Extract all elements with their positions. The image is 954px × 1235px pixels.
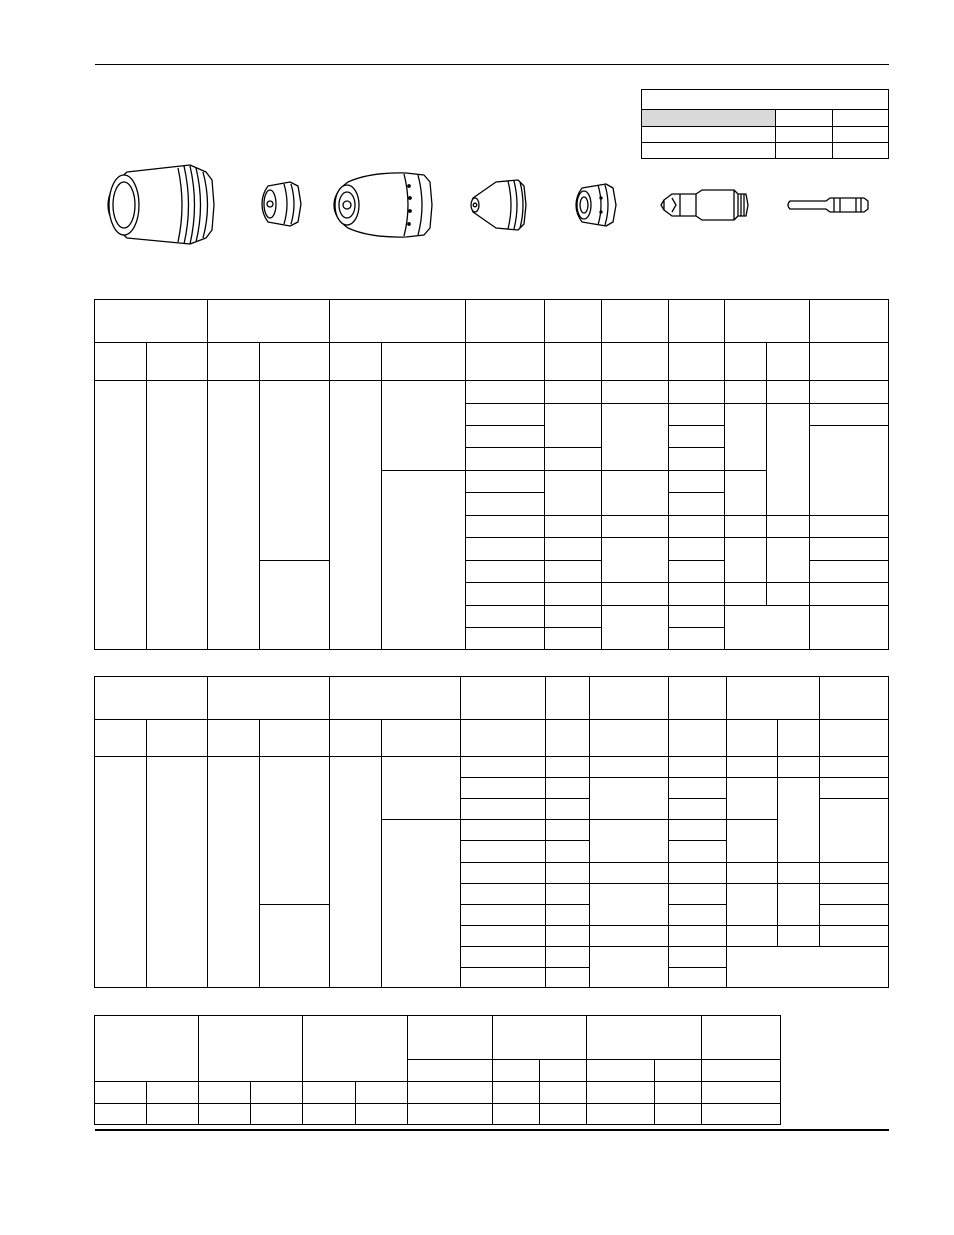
shield-cap-icon	[262, 182, 301, 226]
retaining-cap-icon	[334, 173, 432, 237]
shield-icon	[108, 165, 214, 244]
swirl-ring-icon	[576, 184, 616, 226]
water-tube-icon	[788, 198, 868, 212]
nozzle-icon	[471, 180, 526, 230]
electrode-icon	[661, 190, 748, 220]
